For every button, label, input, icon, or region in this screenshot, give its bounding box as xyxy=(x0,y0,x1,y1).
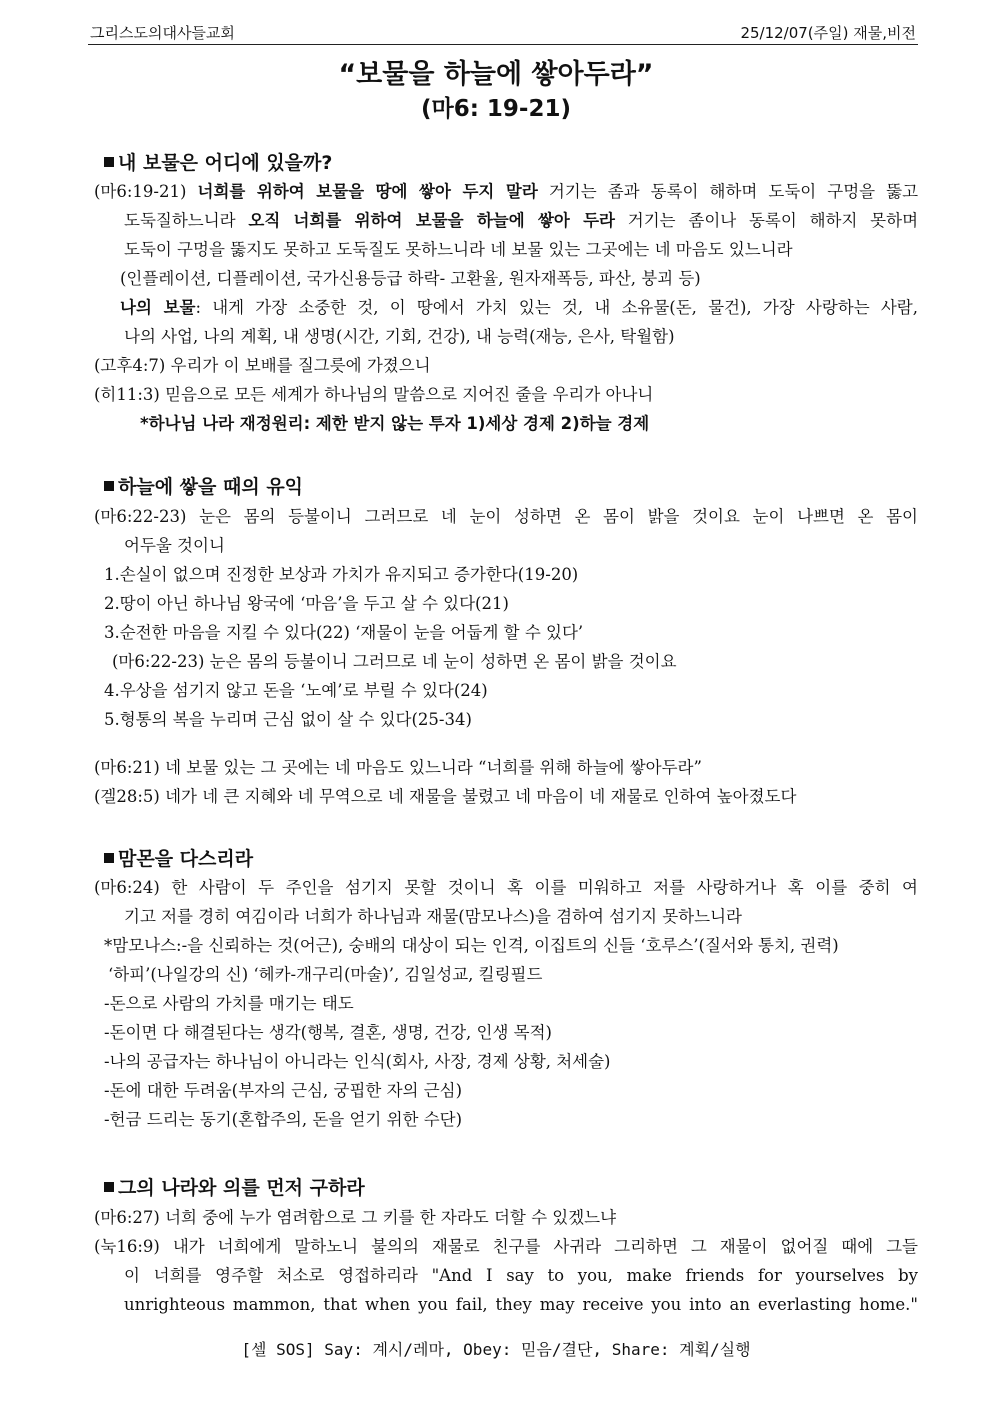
verse-line: (마6:27) 너희 중에 누가 염려함으로 그 키를 한 자라도 더할 수 있겠느냐 xyxy=(94,1208,617,1227)
verse-line: (마6:22-23) 눈은 몸의 등불이니 그러므로 네 눈이 성하면 온 몸이 밝을 것이요 xyxy=(112,652,677,671)
verse-line: (겔28:5) 네가 네 큰 지혜와 네 무역으로 네 재물을 불렸고 네 마음이 네 재물로 인하여 높아졌도다 xyxy=(94,787,797,806)
section-heading: 내 보물은 어디에 있을까? xyxy=(104,148,332,175)
square-bullet-icon xyxy=(104,157,114,167)
list-item: 2.땅이 아닌 하나님 왕국에 ‘마음’을 두고 살 수 있다(21) xyxy=(104,594,509,613)
section-heading: 그의 나라와 의를 먼저 구하라 xyxy=(104,1173,365,1200)
note-line: ‘하피’(나일강의 신) ‘헤카-개구리(마술)’, 김일성교, 킬링필드 xyxy=(108,965,543,984)
square-bullet-icon xyxy=(104,853,114,863)
page-subtitle: (마6: 19-21) xyxy=(420,96,571,122)
square-bullet-icon xyxy=(104,1182,114,1192)
page-header xyxy=(88,20,918,45)
verse-line: 도둑이 구멍을 뚫지도 못하고 도둑질도 못하느니라 네 보물 있는 그곳에는 네 마음도 있느니라 xyxy=(124,240,793,259)
square-bullet-icon xyxy=(104,481,114,491)
verse-line: 이 너희를 영주할 처소로 영접하리라 "And I say to you, make friends for yourselves by xyxy=(124,1266,918,1285)
verse-line: 어두울 것이니 xyxy=(124,536,225,555)
verse-line: 기고 저를 경히 여김이라 너희가 하나님과 재물(맘모나스)을 겸하여 섬기지 못하느니라 xyxy=(124,907,742,926)
list-item: -나의 공급자는 하나님이 아니라는 인식(회사, 사장, 경제 상황, 처세술) xyxy=(104,1052,611,1071)
note-line: 나의 보물: 내게 가장 소중한 것, 이 땅에서 가치 있는 것, 내 소유물(돈, 물건), 가장 사랑하는 사람, xyxy=(120,298,918,317)
verse-line: (눅16:9) 내가 너희에게 말하노니 불의의 재물로 친구를 사귀라 그리하면 그 재물이 없어질 때에 그들 xyxy=(94,1237,918,1256)
note-line: *맘모나스:-을 신뢰하는 것(어근), 숭배의 대상이 되는 인격, 이집트의 신들 ‘호루스’(질서와 통치, 권력) xyxy=(104,936,839,955)
verse-line: (마6:21) 네 보물 있는 그 곳에는 네 마음도 있느니라 “너희를 위해 하늘에 쌓아두라” xyxy=(94,758,702,777)
verse-line: (히11:3) 믿음으로 모든 세계가 하나님의 말씀으로 지어진 줄을 우리가 아나니 xyxy=(94,385,654,404)
list-item: 4.우상을 섬기지 않고 돈을 ‘노예’로 부릴 수 있다(24) xyxy=(104,681,488,700)
list-item: 3.순전한 마음을 지킬 수 있다(22) ‘재물이 눈을 어둡게 할 수 있다’ xyxy=(104,623,584,642)
verse-line: 도둑질하느니라 오직 너희를 위하여 보물을 하늘에 쌓아 두라 거기는 좀이나 동록이 해하지 못하며 xyxy=(124,211,919,230)
list-item: -돈이면 다 해결된다는 생각(행복, 결혼, 생명, 건강, 인생 목적) xyxy=(104,1023,552,1042)
list-item: -헌금 드리는 동기(혼합주의, 돈을 얻기 위한 수단) xyxy=(104,1110,463,1129)
verse-line: (고후4:7) 우리가 이 보배를 질그릇에 가졌으니 xyxy=(94,356,431,375)
church-name: 그리스도의대사들교회 xyxy=(90,24,235,42)
footer-sos: [셀 SOS] Say: 계시/레마, Obey: 믿음/결단, Share: 계획/실행 xyxy=(241,1340,751,1359)
list-item: -돈으로 사람의 가치를 매기는 태도 xyxy=(104,994,354,1013)
verse-line: (마6:19-21) 너희를 위하여 보물을 땅에 쌓아 두지 말라 거기는 좀과 동록이 해하며 도둑이 구멍을 뚫고 xyxy=(94,182,919,201)
list-item: -돈에 대한 두려움(부자의 근심, 궁핍한 자의 근심) xyxy=(104,1081,463,1100)
section-heading: 하늘에 쌓을 때의 유익 xyxy=(104,472,303,499)
page-title: “보물을 하늘에 쌓아두라” xyxy=(338,59,654,90)
verse-line: (마6:24) 한 사람이 두 주인을 섬기지 못할 것이니 혹 이를 미워하고 저를 사랑하거나 혹 이를 중히 여 xyxy=(94,878,918,897)
principle-line: *하나님 나라 재정원리: 제한 받지 않는 투자 1)세상 경제 2)하늘 경제 xyxy=(140,414,650,433)
verse-line: unrighteous mammon, that when you fail, they may receive you into an everlasting home." xyxy=(124,1295,918,1314)
section-heading: 맘몬을 다스리라 xyxy=(104,844,253,871)
note-line: 나의 사업, 나의 계획, 내 생명(시간, 기회, 건강), 내 능력(재능, 은사, 탁월함) xyxy=(124,327,675,346)
verse-line: (마6:22-23) 눈은 몸의 등불이니 그러므로 네 눈이 성하면 온 몸이 밝을 것이요 눈이 나쁘면 온 몸이 xyxy=(94,507,918,526)
note-line: (인플레이션, 디플레이션, 국가신용등급 하락- 고환율, 원자재폭등, 파산, 붕괴 등) xyxy=(120,269,701,288)
date-topic: 25/12/07(주일) 재물,비전 xyxy=(740,24,916,42)
list-item: 1.손실이 없으며 진정한 보상과 가치가 유지되고 증가한다(19-20) xyxy=(104,565,579,584)
list-item: 5.형통의 복을 누리며 근심 없이 살 수 있다(25-34) xyxy=(104,710,472,729)
